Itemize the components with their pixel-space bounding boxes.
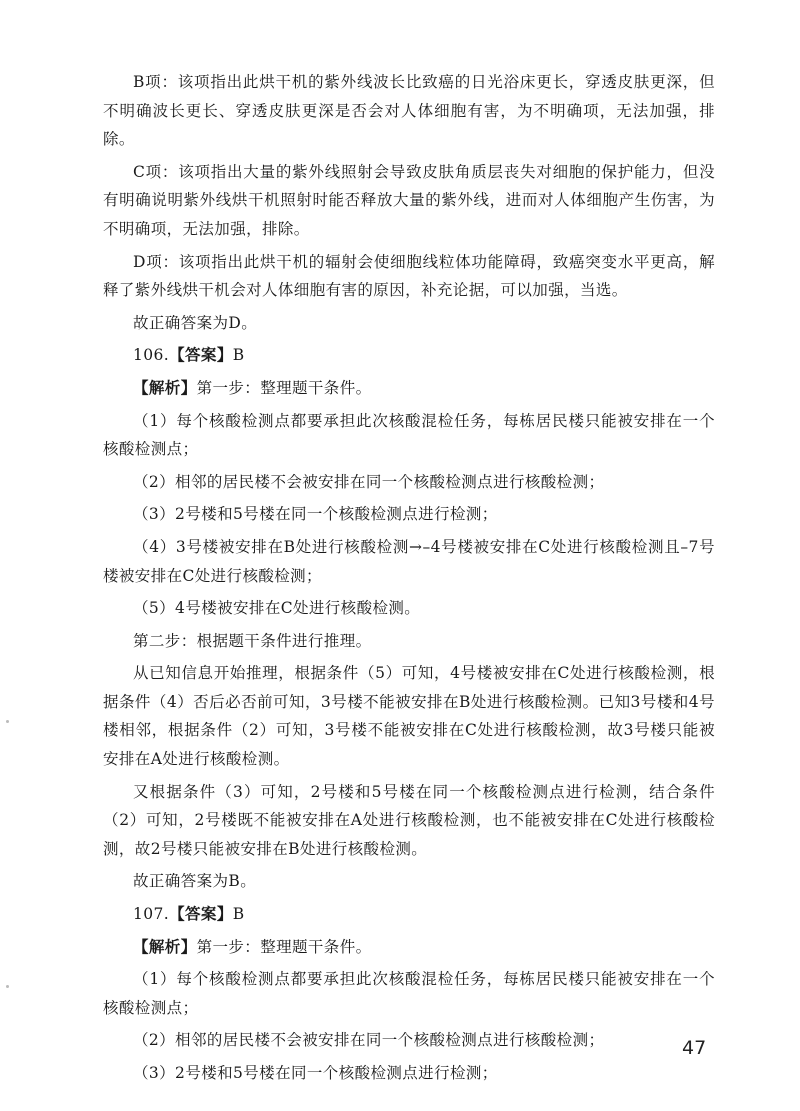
condition-3: （3）2号楼和5号楼在同一个核酸检测点进行检测； <box>133 1064 498 1082</box>
condition-2: （2）相邻的居民楼不会被安排在同一个核酸检测点进行核酸检测； <box>133 472 605 491</box>
answer-tag: 【答案】 <box>169 904 233 924</box>
question-107-answer: 107.【答案】B <box>133 904 245 924</box>
scan-artifact <box>6 720 9 723</box>
condition-5: （5）4号楼被安排在C处进行核酸检测。 <box>133 599 421 618</box>
reasoning-paragraph-2: 又根据条件（3）可知，2号楼和5号楼在同一个核酸检测点进行检测，结合条件（2）可知，2号楼既不能被安排在A处进行核酸检测，也不能被安排在C处进行核酸检测，故2号楼只能被安排在B处进行核酸检测。 <box>103 782 715 858</box>
question-107-explanation-heading: 【解析】第一步：整理题干条件。 <box>133 936 372 956</box>
step-two-heading: 第二步：根据题干条件进行推理。 <box>133 631 372 650</box>
page-number: 47 <box>682 1037 707 1059</box>
condition-4: （4）3号楼被安排在B处进行核酸检测→–4号楼被安排在C处进行核酸检测且–7号楼被安排在C处进行核酸检测； <box>103 537 715 585</box>
reasoning-paragraph-1: 从已知信息开始推理，根据条件（5）可知，4号楼被安排在C处进行核酸检测，根据条件（4）否后必否前可知，3号楼不能被安排在B处进行核酸检测。已知3号楼和4号楼相邻，根据条件（2）可知，3号楼不能被安排在C处进行核酸检测，故3号楼只能被安排在A处进行核酸检测。 <box>103 664 715 769</box>
condition-1: （1）每个核酸检测点都要承担此次核酸混检任务，每栋居民楼只能被安排在一个核酸检测点； <box>103 411 715 459</box>
answer-conclusion-105: 故正确答案为D。 <box>133 313 258 332</box>
condition-2: （2）相邻的居民楼不会被安排在同一个核酸检测点进行核酸检测； <box>133 1031 605 1050</box>
condition-1: （1）每个核酸检测点都要承担此次核酸混检任务，每栋居民楼只能被安排在一个核酸检测点； <box>103 970 715 1017</box>
option-d-analysis: D项：该项指出此烘干机的辐射会使细胞线粒体功能障碍，致癌突变水平更高，解释了紫外线烘干机会对人体细胞有害的原因，补充论据，可以加强，当选。 <box>103 252 715 300</box>
explanation-tag: 【解析】 <box>133 936 197 956</box>
question-106-explanation-heading: 【解析】第一步：整理题干条件。 <box>133 377 372 397</box>
condition-3: （3）2号楼和5号楼在同一个核酸检测点进行检测； <box>133 505 498 524</box>
answer-tag: 【答案】 <box>169 345 233 365</box>
explanation-tag: 【解析】 <box>133 377 197 397</box>
answer-conclusion-106: 故正确答案为B。 <box>133 872 257 891</box>
document-body <box>103 68 715 1088</box>
scan-artifact <box>6 985 9 988</box>
option-b-analysis: B项：该项指出此烘干机的紫外线波长比致癌的日光浴床更长，穿透皮肤更深，但不明确波长更长、穿透皮肤更深是否会对人体细胞有害，为不明确项，无法加强，排除。 <box>103 73 715 149</box>
option-c-analysis: C项：该项指出大量的紫外线照射会导致皮肤角质层丧失对细胞的保护能力，但没有明确说明紫外线烘干机照射时能否释放大量的紫外线，进而对人体细胞产生伤害，为不明确项，无法加强，排除。 <box>103 162 715 238</box>
question-106-answer: 106.【答案】B <box>133 345 245 365</box>
